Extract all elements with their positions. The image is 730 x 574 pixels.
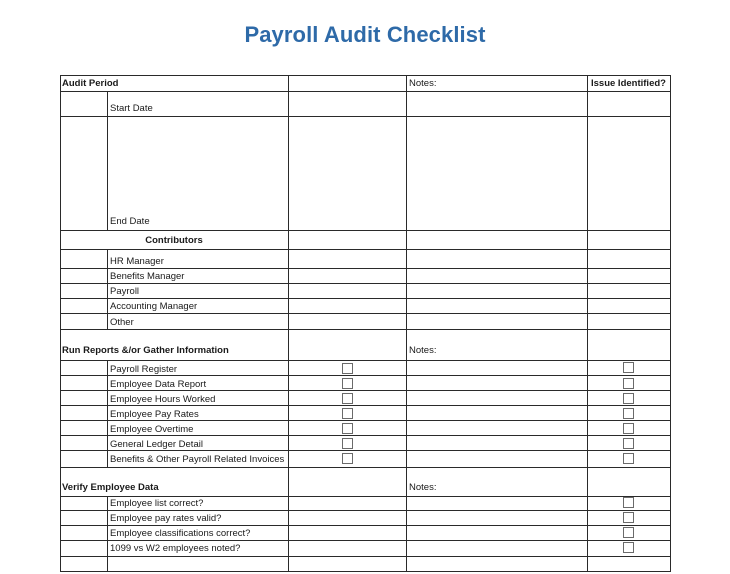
report-item: Employee Pay Rates (110, 409, 199, 420)
col-line (288, 75, 289, 572)
report-checkbox[interactable] (342, 378, 353, 389)
notes-label: Notes: (409, 78, 437, 89)
verify-item: Employee classifications correct? (110, 528, 251, 539)
row-line (60, 510, 671, 511)
report-item: Employee Hours Worked (110, 394, 216, 405)
row-line (60, 435, 671, 436)
verify-item: Employee list correct? (110, 498, 204, 509)
row-line (60, 313, 671, 314)
notes-label: Notes: (409, 345, 437, 356)
contributor-item: Payroll (110, 286, 140, 297)
issue-checkbox[interactable] (623, 527, 634, 538)
contributors-header: Contributors (145, 235, 203, 246)
start-date-label: Start Date (110, 103, 153, 114)
row-line (60, 268, 671, 269)
report-checkbox[interactable] (342, 423, 353, 434)
verify-item: 1099 vs W2 employees noted? (110, 543, 241, 554)
row-line (60, 496, 671, 497)
col-line (587, 75, 588, 572)
report-item: General Ledger Detail (110, 439, 203, 450)
contributor-item: Accounting Manager (110, 301, 198, 312)
row-line (60, 467, 671, 468)
report-item: Employee Overtime (110, 424, 194, 435)
issue-checkbox[interactable] (623, 542, 634, 553)
issue-checkbox[interactable] (623, 408, 634, 419)
row-line (60, 375, 671, 376)
notes-label: Notes: (409, 482, 437, 493)
page-title: Payroll Audit Checklist (244, 22, 486, 47)
issue-checkbox[interactable] (623, 453, 634, 464)
col-line (107, 360, 108, 467)
row-line (60, 571, 671, 572)
issue-checkbox[interactable] (623, 512, 634, 523)
row-line (60, 525, 671, 526)
report-checkbox[interactable] (342, 393, 353, 404)
row-line (60, 390, 671, 391)
report-item: Benefits & Other Payroll Related Invoices (110, 454, 285, 465)
col-line (406, 75, 407, 572)
report-checkbox[interactable] (342, 438, 353, 449)
issue-checkbox[interactable] (623, 423, 634, 434)
row-line (60, 556, 671, 557)
row-line (60, 116, 671, 117)
row-line (60, 329, 671, 330)
run-reports-header: Run Reports &/or Gather Information (62, 345, 229, 356)
report-item: Payroll Register (110, 364, 178, 375)
issue-checkbox[interactable] (623, 497, 634, 508)
row-line (60, 91, 671, 92)
verify-employee-header: Verify Employee Data (62, 482, 159, 493)
row-line (60, 298, 671, 299)
row-line (60, 540, 671, 541)
col-line (107, 496, 108, 572)
end-date-label: End Date (110, 216, 150, 227)
row-line (60, 450, 671, 451)
contributor-item: Benefits Manager (110, 271, 185, 282)
verify-item: Employee pay rates valid? (110, 513, 222, 524)
row-line (60, 405, 671, 406)
col-line (107, 91, 108, 230)
issue-checkbox[interactable] (623, 393, 634, 404)
issue-identified-header: Issue Identified? (591, 78, 666, 89)
report-item: Employee Data Report (110, 379, 207, 390)
report-checkbox[interactable] (342, 408, 353, 419)
report-checkbox[interactable] (342, 453, 353, 464)
row-line (60, 420, 671, 421)
issue-checkbox[interactable] (623, 362, 634, 373)
contributor-item: Other (110, 317, 134, 328)
contributor-item: HR Manager (110, 256, 164, 267)
issue-checkbox[interactable] (623, 378, 634, 389)
issue-checkbox[interactable] (623, 438, 634, 449)
row-line (60, 283, 671, 284)
row-line (60, 249, 671, 250)
row-line (60, 230, 671, 231)
row-line (60, 360, 671, 361)
report-checkbox[interactable] (342, 363, 353, 374)
col-line (107, 249, 108, 329)
audit-period-header: Audit Period (62, 78, 119, 89)
